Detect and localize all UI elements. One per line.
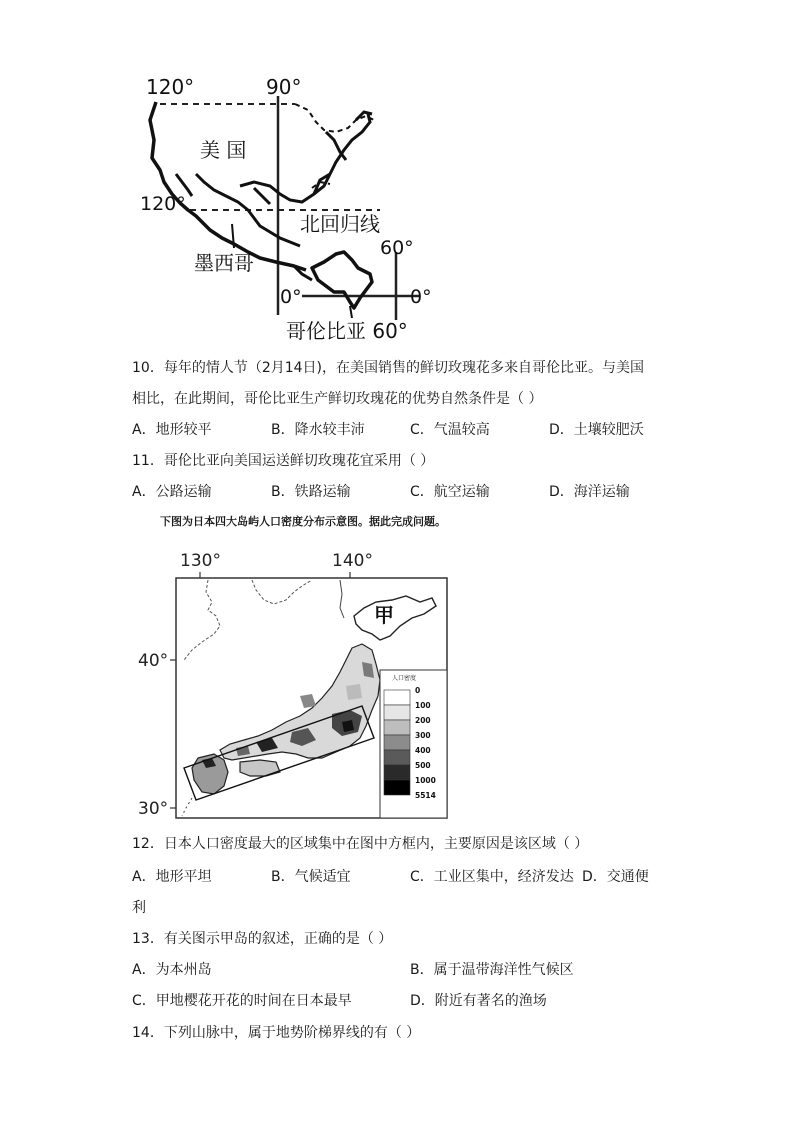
legend-value: 400 <box>415 746 431 755</box>
label-lat-30: 30° <box>138 799 169 819</box>
q10-option-d: D．土壤较肥沃 <box>549 422 644 438</box>
canada-border <box>295 104 374 188</box>
q10-option-c: C．气温较高 <box>410 422 490 438</box>
label-lon-130: 130° <box>180 551 221 571</box>
label-60-top: 60° <box>380 237 414 259</box>
legend-value: 1000 <box>415 776 436 785</box>
legend-swatch <box>384 720 410 735</box>
label-120-left: 120° <box>140 193 186 215</box>
q13-option-c: C．甲地樱花开花的时间在日本最早 <box>132 993 352 1009</box>
legend-swatch <box>384 735 410 750</box>
q12-option-a: A．地形平坦 <box>132 869 212 885</box>
q11-option-c: C．航空运输 <box>410 484 490 500</box>
label-lat-40: 40° <box>138 651 169 671</box>
label-120-top: 120° <box>146 75 195 99</box>
q11-option-d: D．海洋运输 <box>549 484 630 500</box>
legend-swatch <box>384 705 410 720</box>
q12-option-c: C．工业区集中，经济发达 <box>410 869 574 885</box>
label-colombia-60: 哥伦比亚 60° <box>286 319 408 343</box>
legend-value: 300 <box>415 731 431 740</box>
legend-value: 5514 <box>415 791 436 800</box>
great-lakes <box>326 112 372 160</box>
legend-value: 200 <box>415 716 431 725</box>
q12-option-d: D．交通便 <box>582 869 649 885</box>
colombia-pointer <box>350 306 352 318</box>
west-coast-outline <box>150 102 306 270</box>
japan-density-map <box>136 546 456 828</box>
legend-value: 0 <box>415 686 421 695</box>
q13-option-d: D．附近有著名的渔场 <box>410 993 547 1009</box>
label-0-right: 0° <box>410 286 432 308</box>
shikoku-island <box>240 760 280 776</box>
legend-value: 100 <box>415 701 431 710</box>
q10-option-b: B．降水较丰沛 <box>271 422 365 438</box>
q12-option-b: B．气候适宜 <box>271 869 351 885</box>
q13-option-a: A．为本州岛 <box>132 962 212 978</box>
q10-line2: 相比，在此期间，哥伦比亚生产鲜切玫瑰花的优势自然条件是（ ） <box>132 391 543 407</box>
label-tropic: 北回归线 <box>300 212 380 236</box>
q12-line1: 12．日本人口密度最大的区域集中在图中方框内，主要原因是该区域（ ） <box>132 836 589 852</box>
q13-line1: 13．有关图示甲岛的叙述，正确的是（ ） <box>132 931 393 947</box>
americas-map <box>130 70 450 345</box>
q12-option-d-wrap: 利 <box>132 900 146 916</box>
q10-option-a: A．地形较平 <box>132 422 212 438</box>
legend-swatch <box>384 690 410 705</box>
label-lon-140: 140° <box>332 551 373 571</box>
section-intro: 下图为日本四大岛屿人口密度分布示意图。据此完成问题。 <box>160 515 446 528</box>
legend-swatch <box>384 750 410 765</box>
island-label-jia: 甲 <box>374 603 394 627</box>
label-90: 90° <box>266 75 302 99</box>
label-0-left: 0° <box>280 286 302 308</box>
q14-line1: 14．下列山脉中，属于地势阶梯界线的有（ ） <box>132 1025 421 1041</box>
q10-line1: 10．每年的情人节（2月14日)，在美国销售的鲜切玫瑰花多来自哥伦比亚。与美国 <box>132 360 644 376</box>
legend-swatch <box>384 780 410 795</box>
label-mexico: 墨西哥 <box>194 251 254 275</box>
label-usa: 美 国 <box>200 138 247 162</box>
east-coast-outline <box>240 114 370 202</box>
q11-line1: 11．哥伦比亚向美国运送鲜切玫瑰花宜采用（ ） <box>132 453 435 469</box>
legend-swatch <box>384 765 410 780</box>
legend-value: 500 <box>415 761 431 770</box>
q11-option-a: A．公路运输 <box>132 484 212 500</box>
q11-option-b: B．铁路运输 <box>271 484 351 500</box>
legend-title: 人口密度 <box>392 675 417 682</box>
colombia-outline <box>312 252 372 308</box>
q13-option-b: B．属于温带海洋性气候区 <box>410 962 574 978</box>
